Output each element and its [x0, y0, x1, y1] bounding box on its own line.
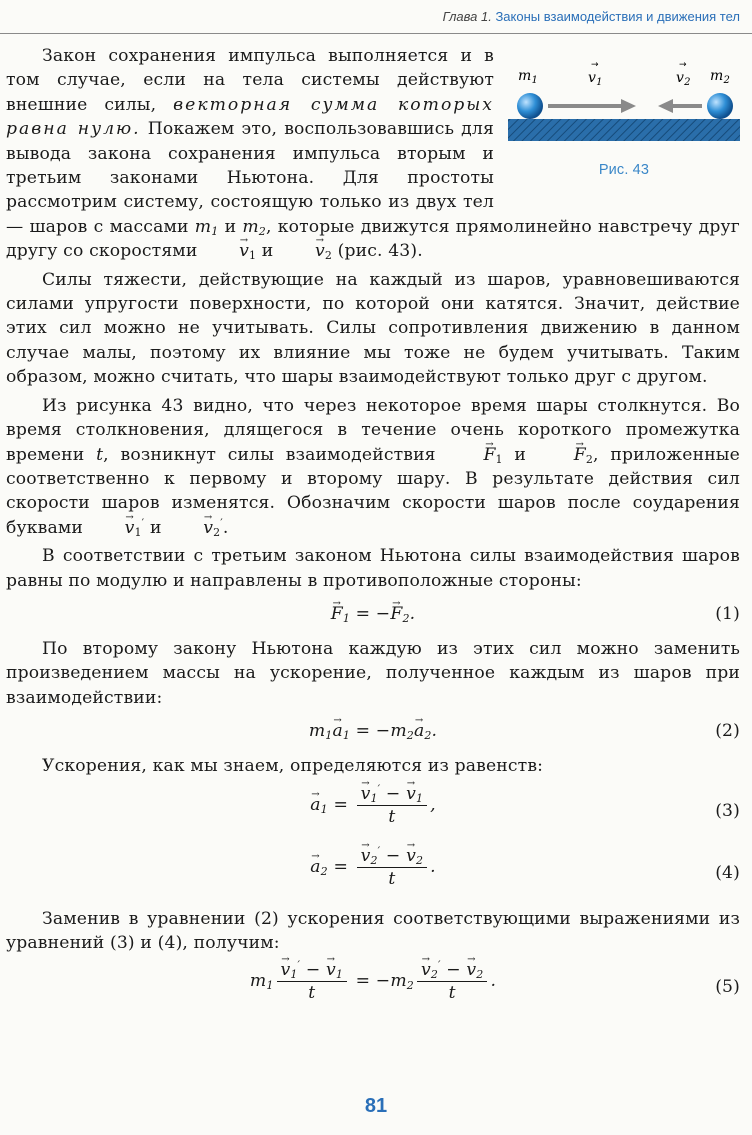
- paragraph-3: Из рисунка 43 видно, что через некоторое время шары столкнутся. Во время столкновения, длящегося в течение очень короткого промежутка времени t, возникнут силы взаимодействия → $F_1$ $и \to F_2$, приложенные соответственно к первому и второму шару. В результате действия сил скорости шаров изменятся. Обозначим скорости шаров после соударения буквами → $v_1'$ $и \to v_2'$.: [6, 394, 740, 540]
- ball-m2: [707, 93, 733, 119]
- velocity-arrowhead-v1: [621, 99, 636, 113]
- running-header: [0, 0, 752, 34]
- emphasis-text: векторная сумма которых равна нулю.: [6, 94, 494, 140]
- page-body: [6, 44, 740, 1021]
- label-v2: $v_2$: [676, 70, 691, 88]
- chapter-label: Глава 1.: [442, 9, 492, 24]
- paragraph-6: Ускорения, как мы знаем, определяются из равенств:: [42, 756, 544, 777]
- paragraph-5: По второму закону Ньютона каждую из этих сил можно заменить произведением массы на ускорение, полученное каждым из шаров при взаимодействии:: [6, 638, 740, 708]
- figure-43: [508, 44, 740, 204]
- equation-2: $m_1\to a_1 = -m_2\to a_2$. (2): [6, 714, 740, 748]
- vector-mark-v2: →: [679, 60, 687, 70]
- equation-4: → $a_2$ = → $\frac{v_2' - \to v_2}{t}$ . (4): [6, 845, 740, 901]
- paragraph-4: В соответствии с третьим законом Ньютона силы взаимодействия шаров равны по модулю и направлены в противоположные стороны:: [6, 546, 740, 591]
- label-v1: $v_1$: [588, 70, 603, 88]
- equation-3: → $a_1$ = → $\frac{v_1' - \to v_1}{t}$ , (3): [6, 783, 740, 839]
- chapter-title: Законы взаимодействия и движения тел: [495, 9, 740, 24]
- label-m2: $m_2$: [710, 68, 730, 86]
- paragraph-2: Силы тяжести, действующие на каждый из шаров, уравновешиваются силами упругости поверхности, по которой они катятся. Значит, действие этих сил можно не учитывать. Силы сопротивления движению в данном случае малы, поэтому их влияние мы тоже не будем учитывать. Таким образом, можно считать, что шары взаимодействуют только друг с другом.: [6, 269, 740, 388]
- figure-caption: Рис. 43: [598, 162, 650, 178]
- equation-1: → $F_1$ = −→ $F_2$. (1): [6, 597, 740, 631]
- page-number: 81: [364, 1095, 388, 1117]
- equation-5: $m_1$ → $\frac{v_1' - \to v_1}{t}$ = $-m_2$ → $\frac{v_2' - \to v_2}{t}$ . (5): [6, 959, 740, 1015]
- rolling-surface: [508, 119, 740, 141]
- ball-m1: [517, 93, 543, 119]
- vector-mark-v1: →: [591, 60, 599, 70]
- paragraph-1: Закон сохранения импульса выполняется и в том случае, если на тела системы действуют внешние силы, векторная сумма которых равна нулю. Покажем это, воспользовавшись для вывода закона сохранения импульса вторым и третьим законами Ньютона. Для простоты рассмотрим систему, состоящую только из двух тел — шаров с массами $m_1$ и $m_2$, которые движутся прямолинейно навстречу друг другу со скоростями → $v_1$ $и \to v_2$ (рис. 43).: [6, 44, 740, 264]
- paragraph-7: Заменив в уравнении (2) ускорения соответствующими выражениями из уравнений (3) и (4), получим:: [6, 908, 740, 953]
- velocity-arrowhead-v2: [658, 99, 673, 113]
- label-m1: $m_1$: [518, 68, 538, 86]
